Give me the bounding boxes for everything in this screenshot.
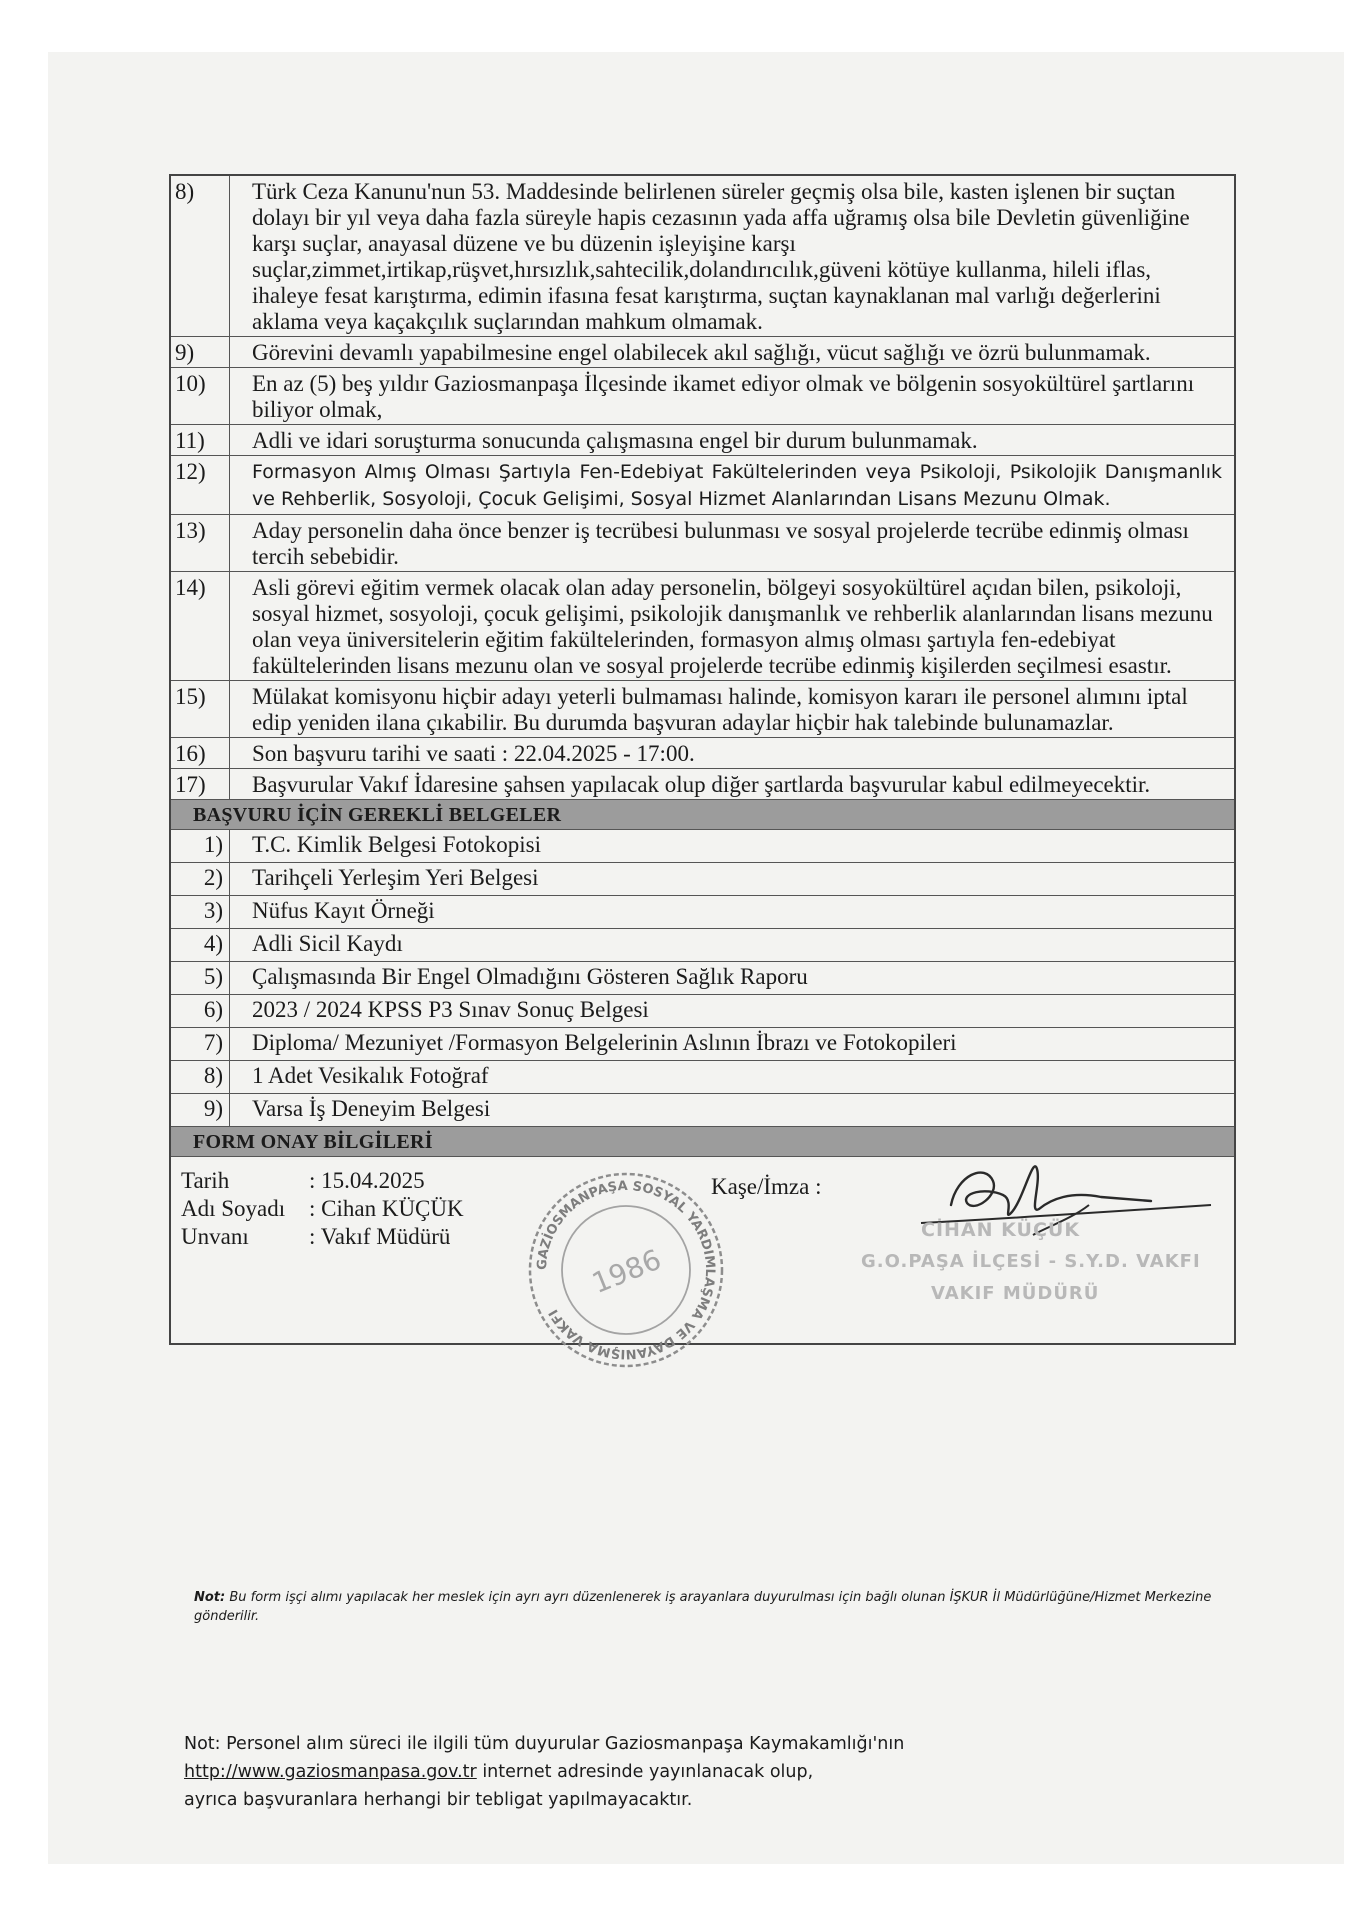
- name-line: [181, 1195, 464, 1223]
- document-text: Nüfus Kayıt Örneği: [230, 896, 1236, 929]
- requirements-list: [170, 175, 1235, 800]
- requirement-text: Aday personelin daha önce benzer iş tecrübesi bulunması ve sosyal projelerde tecrübe edinmiş olması tercih sebebidir.: [230, 515, 1236, 572]
- requirement-text: En az (5) beş yıldır Gaziosmanpaşa İlçesinde ikamet ediyor olmak ve bölgenin sosyokültürel şartlarını biliyor olmak,: [230, 368, 1236, 425]
- document-text: Adli Sicil Kaydı: [230, 929, 1236, 962]
- requirement-number: 8): [170, 175, 230, 337]
- requirement-text: Adli ve idari soruşturma sonucunda çalışmasına engel bir durum bulunmamak.: [230, 425, 1236, 456]
- requirement-text: Türk Ceza Kanunu'nun 53. Maddesinde belirlenen süreler geçmiş olsa bile, kasten işlenen bir suçtan dolayı bir yıl veya daha fazla süreyle hapis cezasının yada affa uğramış olsa bile Devletin güvenliğine karşı suçlar, anayasal düzene ve bu düzenin işleyişine karşı suçlar,zimmet,irtikap,rüşvet,hırsızlık,sahtecilik,dolandırıcılık,güveni kötüye kullanma, hileli iflas, ihaleye fesat karıştırma, edimin ifasına fesat karıştırma, suçtan kaynaklanan mal varlığı değerlerini aklama veya kaçakçılık suçlarından mahkum olmamak.: [230, 175, 1236, 337]
- documents-heading: BAŞVURU İÇİN GEREKLİ BELGELER: [170, 800, 1235, 830]
- requirement-row: [170, 456, 1235, 515]
- document-number: 1): [170, 830, 230, 863]
- requirement-number: 14): [170, 572, 230, 681]
- requirement-text: Son başvuru tarihi ve saati : 22.04.2025 - 17:00.: [230, 738, 1236, 769]
- announcement-line-1: Not: Personel alım süreci ile ilgili tüm duyurular Gaziosmanpaşa Kaymakamlığı'nın: [184, 1734, 905, 1754]
- requirement-row: [170, 175, 1235, 337]
- requirement-row: [170, 515, 1235, 572]
- document-number: 8): [170, 1061, 230, 1094]
- document-text: Çalışmasında Bir Engel Olmadığını Gösteren Sağlık Raporu: [230, 962, 1236, 995]
- seal-ring-text: GAZİOSMANPAŞA SOSYAL YARDIMLAŞMA VE DAYANIŞMA VAKFI: [534, 1178, 718, 1362]
- requirement-number: 15): [170, 681, 230, 738]
- footnote-text: Bu form işçi alımı yapılacak her meslek için ayrı ayrı düzenlenerek iş arayanlara duyurulması için bağlı olunan İŞKUR İl Müdürlüğüne/Hizmet Merkezine gönderilir.: [194, 1590, 1212, 1624]
- requirement-text: Görevini devamlı yapabilmesine engel olabilecek akıl sağlığı, vücut sağlığı ve özrü bulunmamak.: [230, 337, 1236, 368]
- requirement-number: 9): [170, 337, 230, 368]
- document-text: 1 Adet Vesikalık Fotoğraf: [230, 1061, 1236, 1094]
- requirement-text: Mülakat komisyonu hiçbir adayı yeterli bulmaması halinde, komisyon kararı ile personel alımını iptal edip yeniden ilana çıkabilir. Bu durumda başvuran adaylar hiçbir hak talebinde bulunamazlar.: [230, 681, 1236, 738]
- document-row: [170, 962, 1235, 995]
- document-row: [170, 1028, 1235, 1061]
- requirements-table: [169, 174, 1236, 1362]
- website-link[interactable]: http://www.gaziosmanpasa.gov.tr: [184, 1762, 477, 1782]
- requirement-row: [170, 572, 1235, 681]
- requirement-number: 13): [170, 515, 230, 572]
- document-row: [170, 863, 1235, 896]
- announcement-line-2-rest: internet adresinde yayınlanacak olup,: [476, 1762, 814, 1782]
- signature-name: CİHAN KÜÇÜK: [921, 1219, 1081, 1241]
- requirement-row: [170, 769, 1235, 800]
- document-text: Diploma/ Mezuniyet /Formasyon Belgelerinin Aslının İbrazı ve Fotokopileri: [230, 1028, 1236, 1061]
- requirement-row: [170, 368, 1235, 425]
- requirement-number: 10): [170, 368, 230, 425]
- document-row: [170, 830, 1235, 863]
- requirement-row: [170, 337, 1235, 368]
- documents-list: [170, 830, 1235, 1127]
- requirement-row: [170, 425, 1235, 456]
- form-footnote: [194, 1588, 1234, 1626]
- document-text: Tarihçeli Yerleşim Yeri Belgesi: [230, 863, 1236, 896]
- requirement-text: Formasyon Almış Olması Şartıyla Fen-Edebiyat Fakültelerinden veya Psikoloji, Psikolojik Danışmanlık ve Rehberlik, Sosyoloji, Çocuk Gelişimi, Sosyal Hizmet Alanlarından Lisans Mezunu Olmak.: [230, 456, 1236, 515]
- document-row: [170, 929, 1235, 962]
- document-number: 2): [170, 863, 230, 896]
- document-number: 6): [170, 995, 230, 1028]
- date-line: [181, 1167, 425, 1195]
- footnote-label: Not:: [194, 1590, 226, 1605]
- document-row: [170, 1094, 1235, 1127]
- document-text: Varsa İş Deneyim Belgesi: [230, 1094, 1236, 1127]
- name-label: Adı Soyadı: [181, 1196, 286, 1221]
- name-value: : Cihan KÜÇÜK: [309, 1196, 464, 1221]
- signature-role: VAKIF MÜDÜRÜ: [931, 1283, 1100, 1304]
- requirement-number: 11): [170, 425, 230, 456]
- requirement-text: Asli görevi eğitim vermek olacak olan aday personelin, bölgeyi sosyokültürel açıdan bilen, psikoloji, sosyal hizmet, sosyoloji, çocuk gelişimi, psikolojik danışmanlık ve rehberlik alanlarından lisans mezunu olan veya üniversitelerin eğitim fakültelerinden, formasyon almış olması şartıyla fen-edebiyat fakültelerinden lisans mezunu olan ve sosyal projelerde tecrübe edinmiş kişilerden seçilmesi esastır.: [230, 572, 1236, 681]
- date-value: : 15.04.2025: [309, 1168, 425, 1193]
- signature-org: G.O.PAŞA İLÇESİ - S.Y.D. VAKFI: [861, 1251, 1201, 1272]
- document-row: [170, 896, 1235, 929]
- approval-row: [170, 1157, 1235, 1345]
- document-row: [170, 1061, 1235, 1094]
- document-row: [170, 995, 1235, 1028]
- document-text: 2023 / 2024 KPSS P3 Sınav Sonuç Belgesi: [230, 995, 1236, 1028]
- requirement-number: 16): [170, 738, 230, 769]
- seal-stamp: [519, 1163, 733, 1377]
- requirement-row: [170, 681, 1235, 738]
- requirement-row: [170, 738, 1235, 769]
- document-number: 4): [170, 929, 230, 962]
- approval-cell: [170, 1157, 1235, 1362]
- title-line: [181, 1223, 450, 1251]
- document-text: T.C. Kimlik Belgesi Fotokopisi: [230, 830, 1236, 863]
- requirement-number: 12): [170, 456, 230, 515]
- announcement-line-2: [184, 1758, 1084, 1786]
- announcement-note: [184, 1730, 1084, 1814]
- documents-heading-row: [170, 800, 1235, 830]
- stamp-label: Kaşe/İmza :: [711, 1174, 822, 1199]
- requirement-text: Başvurular Vakıf İdaresine şahsen yapılacak olup diğer şartlarda başvurular kabul edilmeyecektir.: [230, 769, 1236, 800]
- document-number: 9): [170, 1094, 230, 1127]
- announcement-line-3: ayrıca başvuranlara herhangi bir tebligat yapılmayacaktır.: [184, 1790, 693, 1810]
- title-label: Unvanı: [181, 1224, 249, 1249]
- document-number: 3): [170, 896, 230, 929]
- title-value: : Vakıf Müdürü: [309, 1224, 451, 1249]
- document-number: 7): [170, 1028, 230, 1061]
- approval-heading: FORM ONAY BİLGİLERİ: [170, 1127, 1235, 1157]
- document-number: 5): [170, 962, 230, 995]
- date-label: Tarih: [181, 1168, 230, 1193]
- seal-center-text: 1986: [587, 1242, 666, 1301]
- requirement-number: 17): [170, 769, 230, 800]
